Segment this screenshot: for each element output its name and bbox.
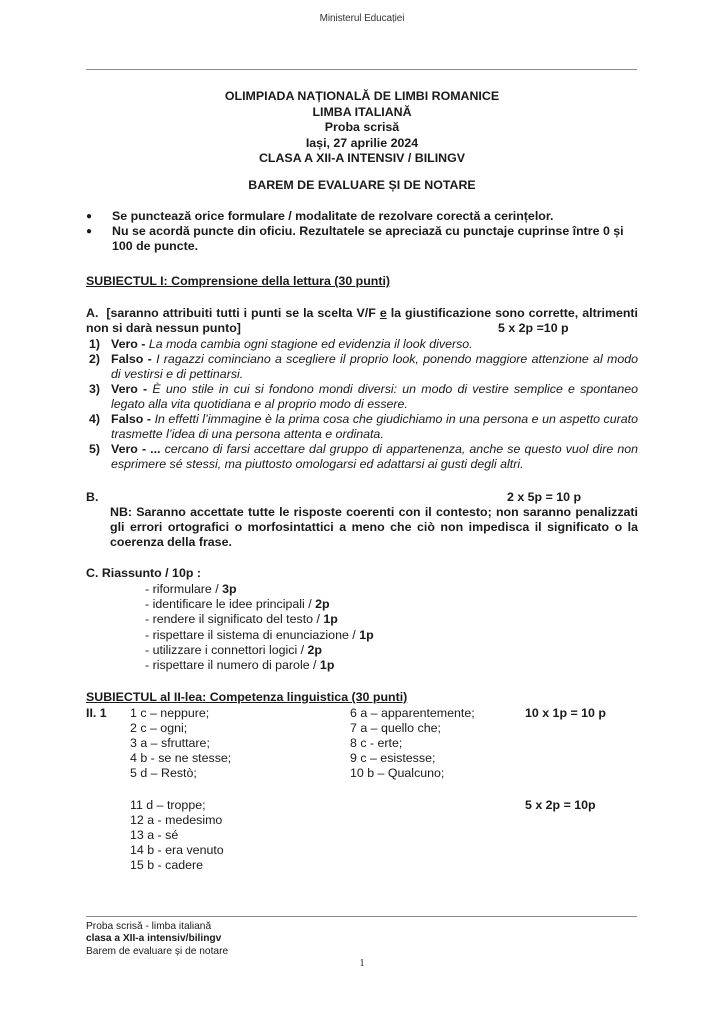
section-B-label: B. — [86, 490, 99, 504]
answers-col-3 — [130, 798, 224, 873]
header-ministry: Ministerul Educației — [319, 13, 405, 24]
subject2-title: SUBIECTUL al II-lea: Competenza linguistica (30 punti) — [86, 690, 408, 704]
subject1-A-instruction: A. [saranno attribuiti tutti i punti se la scelta V/F e la giustificazione sono corrette, altrimenti non si darà nessun punto] — [86, 306, 638, 335]
section-C-label: C. Riassunto / 10p : — [86, 566, 201, 580]
answer-key: 5 d – Restò; — [130, 766, 197, 780]
answer-key: 14 b - era venuto — [130, 843, 224, 857]
answer-item: 5) Vero - ... cercano di farsi accettare dal gruppo di appartenenza, anche se questo vuol dire non esprimere sé stessi, ma piuttosto omologarsi ed adattarsi ai gusti degli altri. — [89, 442, 638, 471]
answer-key: 6 a – apparentemente; — [350, 706, 475, 720]
title-date: Iași, 27 aprilie 2024 — [305, 135, 419, 150]
header-rule — [86, 69, 637, 70]
answer-item: 3) Vero - È uno stile in cui si fondono mondi diversi: un modo di vestire semplice e spontaneo legato alla vita quotidiana e al proprio modo di essere. — [89, 382, 638, 411]
answer-key: 10 b – Qualcuno; — [350, 766, 445, 780]
criteria-item: - rispettare il numero di parole / 1p — [145, 658, 335, 673]
subject2-score-2: 5 x 2p = 10p — [525, 798, 596, 812]
barem-title: BAREM DE EVALUARE ȘI DE NOTARE — [248, 178, 476, 192]
answers-col-2 — [350, 706, 475, 781]
section-B-note: NB: Saranno accettate tutte le risposte coerenti con il contesto; non saranno penalizzati gli errori ortografici o morfosintattici a meno che ciò non impedisca il significato o la coerenza della frase. — [110, 505, 638, 549]
footer-doc-type: Barem de evaluare și de notare — [86, 945, 229, 957]
subject1-A-answers — [86, 337, 638, 472]
answer-key: 4 b - se ne stesse; — [130, 751, 232, 765]
title-block — [0, 89, 724, 167]
title-exam-type: Proba scrisă — [324, 120, 400, 134]
criteria-item: - rispettare il sistema di enunciazione / 1p — [145, 627, 374, 642]
subject2-section-label: II. 1 — [86, 706, 107, 720]
rule-item: ● Nu se acordă puncte din oficiu. Rezultatele se apreciază cu punctaje cuprinse între 0 și 100 de puncte. — [86, 224, 624, 253]
answer-item: 1) Vero - La moda cambia ogni stagione ed evidenzia il look diverso. — [89, 337, 473, 351]
answers-col-1 — [130, 706, 231, 781]
title-olympiad: OLIMPIADA NAȚIONALĂ DE LIMBI ROMANICE — [224, 89, 500, 103]
answer-key: 13 a - sé — [130, 828, 179, 842]
answer-key: 7 a – quello che; — [350, 721, 441, 735]
answer-item: 4) Falso - In effetti l’immagine è la prima cosa che giudichiamo in una persona e un aspetto curato trasmette l’idea di una persona attenta e ordinata. — [89, 412, 638, 441]
answer-key: 11 d – troppe; — [130, 798, 206, 812]
footer-class: clasa a XII-a intensiv/bilingv — [86, 933, 222, 945]
footer — [86, 921, 228, 958]
section-B-score: 2 x 5p = 10 p — [507, 490, 582, 504]
footer-exam: Proba scrisă - limba italiană — [86, 921, 212, 932]
answer-key: 1 c – neppure; — [130, 706, 210, 720]
criteria-item: - identificare le idee principali / 2p — [145, 597, 330, 612]
answer-key: 9 c – esistesse; — [350, 751, 436, 765]
subject2-score-1: 10 x 1p = 10 p — [525, 706, 606, 720]
answer-key: 12 a - medesimo — [130, 813, 223, 827]
title-class: CLASA A XII-A INTENSIV / BILINGV — [258, 151, 466, 165]
subject1-A-score: 5 x 2p =10 p — [498, 321, 569, 335]
criteria-item: - rendere il significato del testo / 1p — [145, 612, 338, 627]
rule-item: ● Se punctează orice formulare / modalitate de rezolvare corectă a cerințelor. — [86, 209, 554, 223]
bullet-icon: ● — [86, 226, 93, 237]
answer-key: 8 c - erte; — [350, 736, 403, 750]
answer-key: 3 a – sfruttare; — [130, 736, 210, 750]
bullet-icon: ● — [86, 211, 93, 222]
answer-item: 2) Falso - I ragazzi cominciano a scegliere il proprio look, ponendo maggiore attenzione al modo di vestirsi e di pettinarsi. — [89, 352, 638, 381]
footer-rule — [86, 916, 637, 917]
general-rules — [86, 209, 646, 254]
page-number: 1 — [359, 958, 365, 969]
criteria-item: - utilizzare i connettori logici / 2p — [145, 642, 322, 657]
section-A-label: A. — [86, 306, 99, 320]
subject1-title: SUBIECTUL I: Comprensione della lettura (30 punti) — [86, 274, 391, 288]
section-C-criteria — [145, 582, 374, 673]
answer-key: 15 b - cadere — [130, 858, 204, 872]
answer-key: 2 c – ogni; — [130, 721, 188, 735]
criteria-item: - riformulare / 3p — [145, 582, 237, 596]
title-language: LIMBA ITALIANĂ — [312, 104, 412, 119]
